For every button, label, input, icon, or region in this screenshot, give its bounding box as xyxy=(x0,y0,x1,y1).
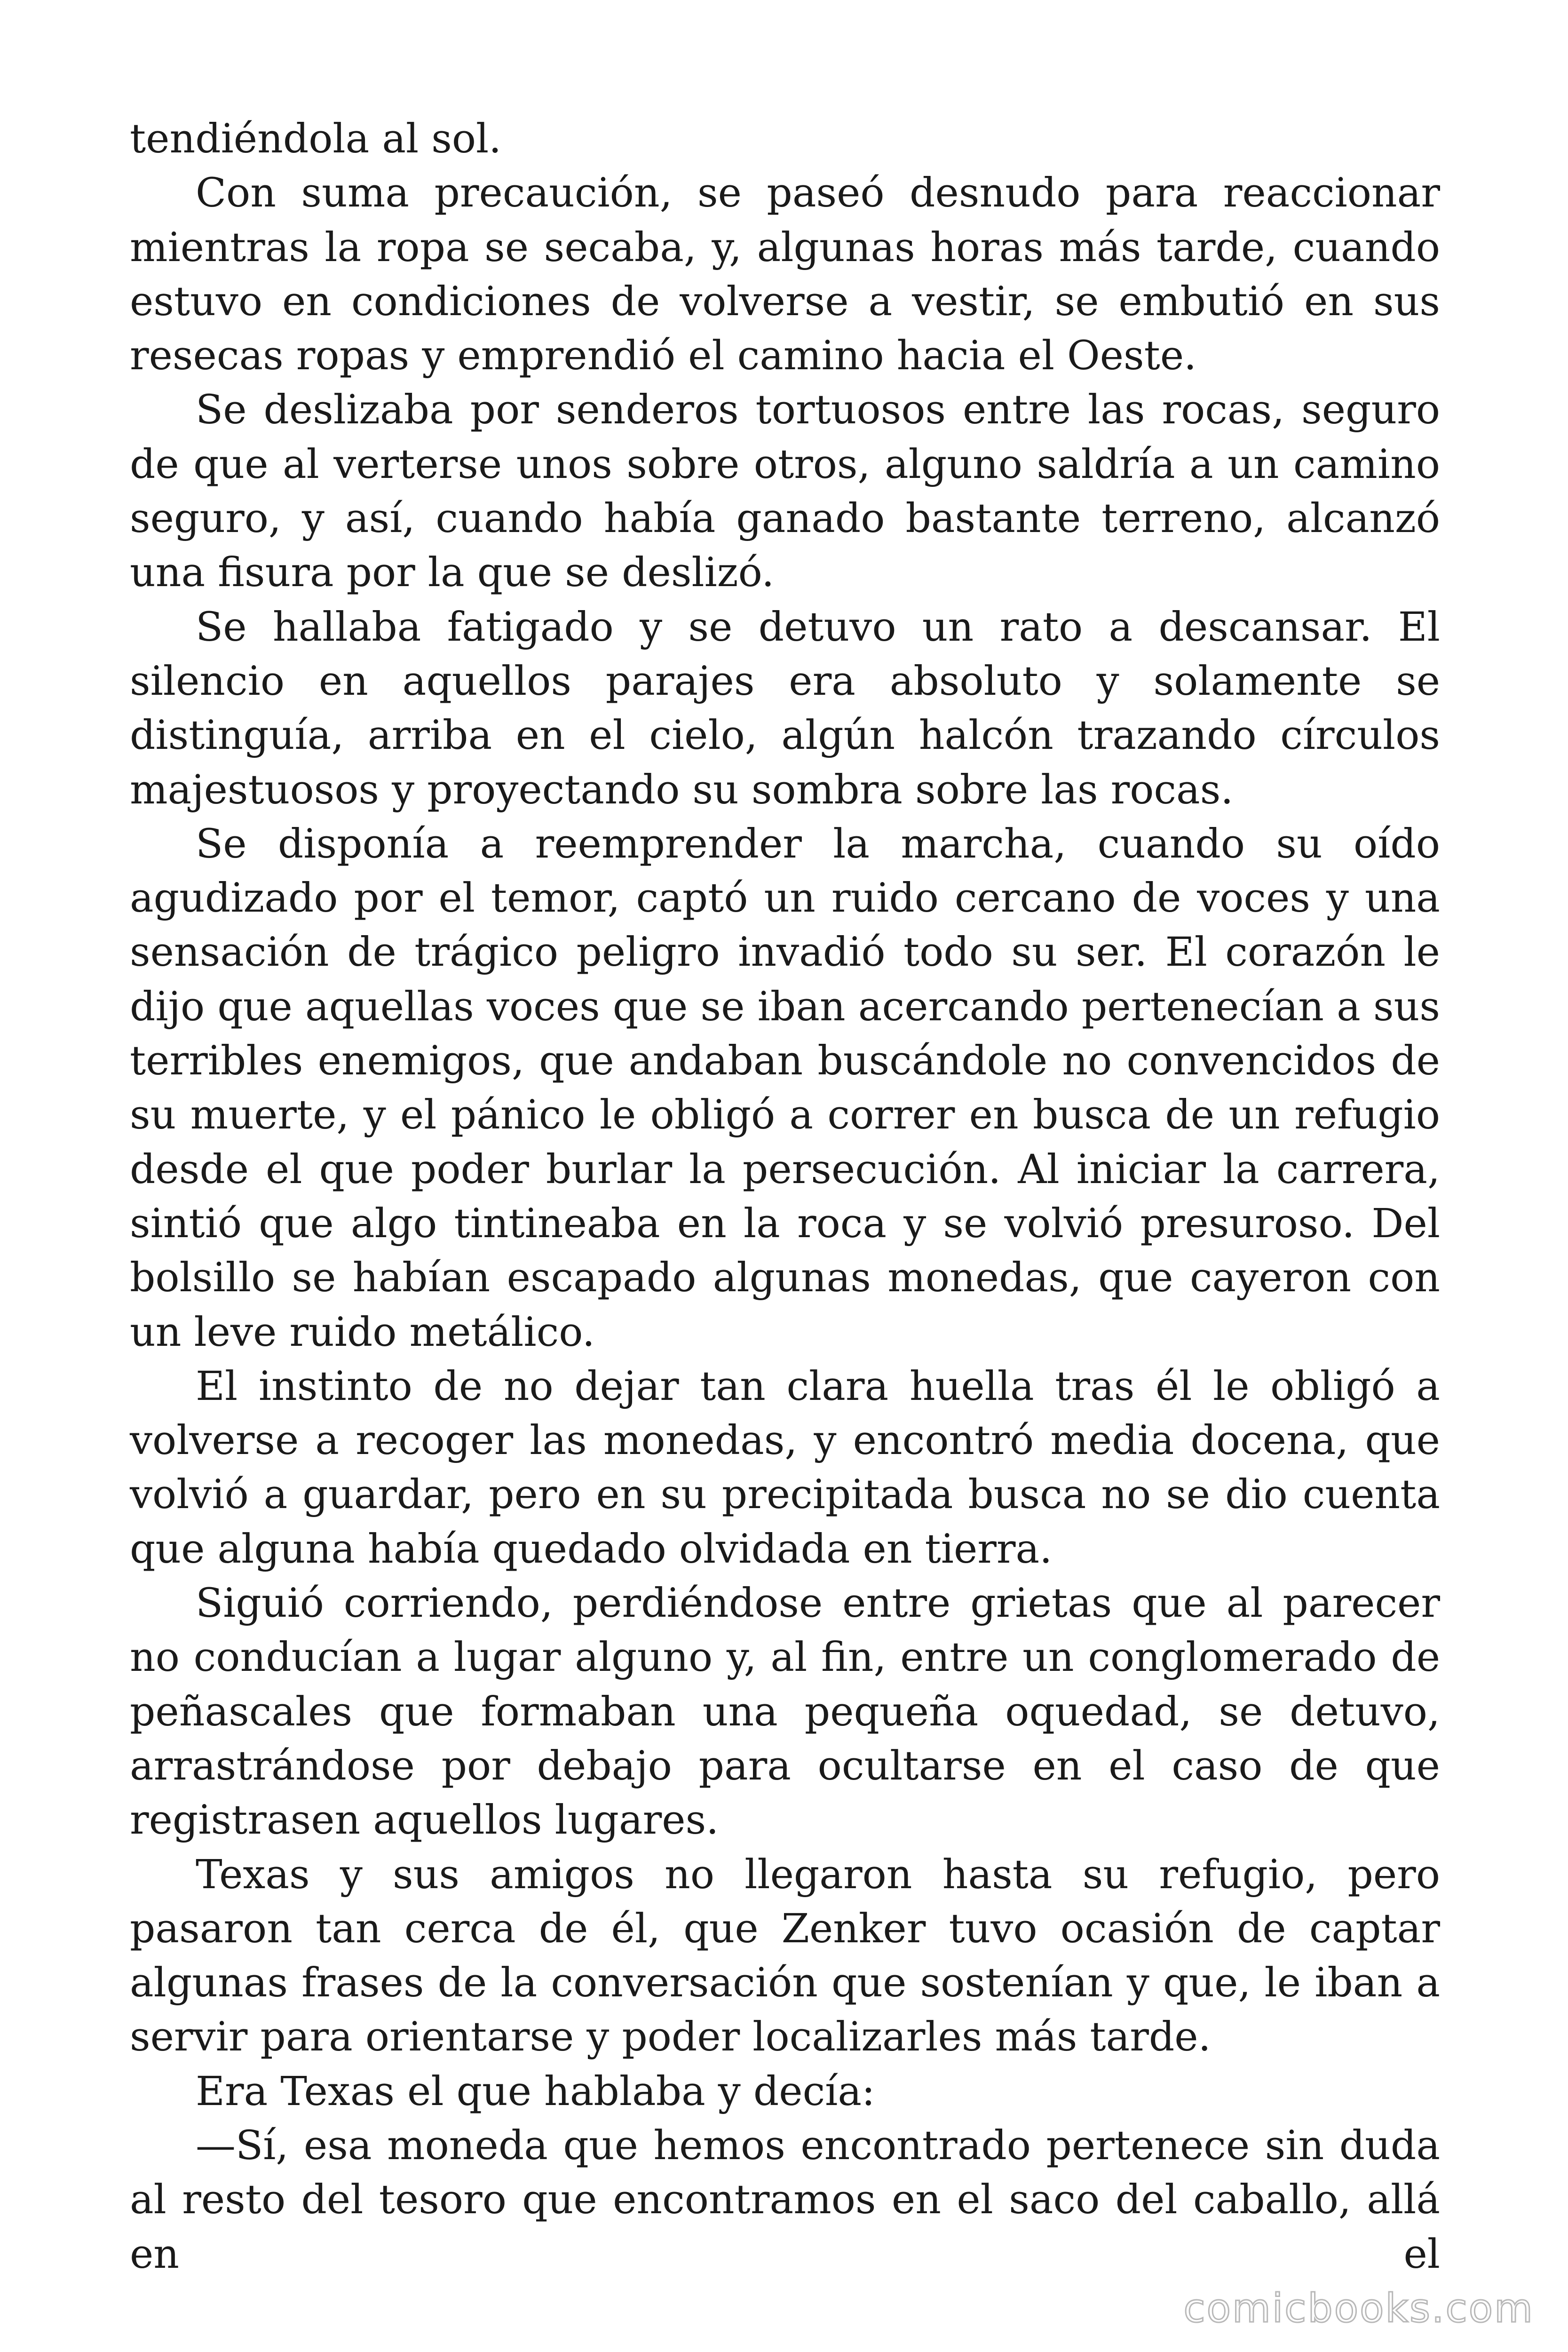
paragraph-10: —Sí, esa moneda que hemos encontrado pertenece sin duda al resto del tesoro que encontramos en el saco del caballo, allá en el xyxy=(130,2122,1440,2278)
paragraph-6: El instinto de no dejar tan clara huella tras él le obligó a volverse a recoger las monedas, y encontró media docena, que volvió a guardar, pero en su precipitada busca no se dio cuenta que alguna había quedado olvidada en tierra. xyxy=(130,1363,1440,1573)
paragraph-2: Con suma precaución, se paseó desnudo para reaccionar mientras la ropa se secaba, y, algunas horas más tarde, cuando estuvo en condiciones de volverse a vestir, se embutió en sus resecas ropas y emprendió el camino hacia el Oeste. xyxy=(130,170,1440,380)
paragraph-9: Era Texas el que hablaba y decía: xyxy=(196,2068,875,2115)
paragraph-5: Se disponía a reemprender la marcha, cuando su oído agudizado por el temor, captó un ruido cercano de voces y una sensación de trágico peligro invadió todo su ser. El corazón le dijo que aquellas voces que se iban acercando pertenecían a sus terribles enemigos, que andaban buscándole no convencidos de su muerte, y el pánico le obligó a correr en busca de un refugio desde el que poder burlar la persecución. Al iniciar la carrera, sintió que algo tintineaba en la roca y se volvió presuroso. Del bolsillo se habían escapado algunas monedas, que cayeron con un leve ruido metálico. xyxy=(130,820,1440,1356)
paragraph-4: Se hallaba fatigado y se detuvo un rato a descansar. El silencio en aquellos parajes era absoluto y solamente se distinguía, arriba en el cielo, algún halcón trazando círculos majestuosos y proyectando su sombra sobre las rocas. xyxy=(130,604,1440,813)
paragraph-3: Se deslizaba por senderos tortuosos entre las rocas, seguro de que al verterse unos sobre otros, alguno saldría a un camino seguro, y así, cuando había ganado bastante terreno, alcanzó una fisura por la que se deslizó. xyxy=(130,387,1440,596)
paragraph-8: Texas y sus amigos no llegaron hasta su refugio, pero pasaron tan cerca de él, que Zenker tuvo ocasión de captar algunas frases de la conversación que sostenían y que, le iban a servir para orientarse y poder localizarles más tarde. xyxy=(130,1851,1440,2061)
paragraph-7: Siguió corriendo, perdiéndose entre grietas que al parecer no conducían a lugar alguno y, al fin, entre un conglomerado de peñascales que formaban una pequeña oquedad, se detuvo, arrastrándose por debajo para ocultarse en el caso de que registrasen aquellos lugares. xyxy=(130,1580,1440,1844)
body-text xyxy=(130,112,1440,2281)
paragraph-1: tendiéndola al sol. xyxy=(130,116,502,162)
watermark: comicbooks.com xyxy=(1183,2285,1534,2331)
